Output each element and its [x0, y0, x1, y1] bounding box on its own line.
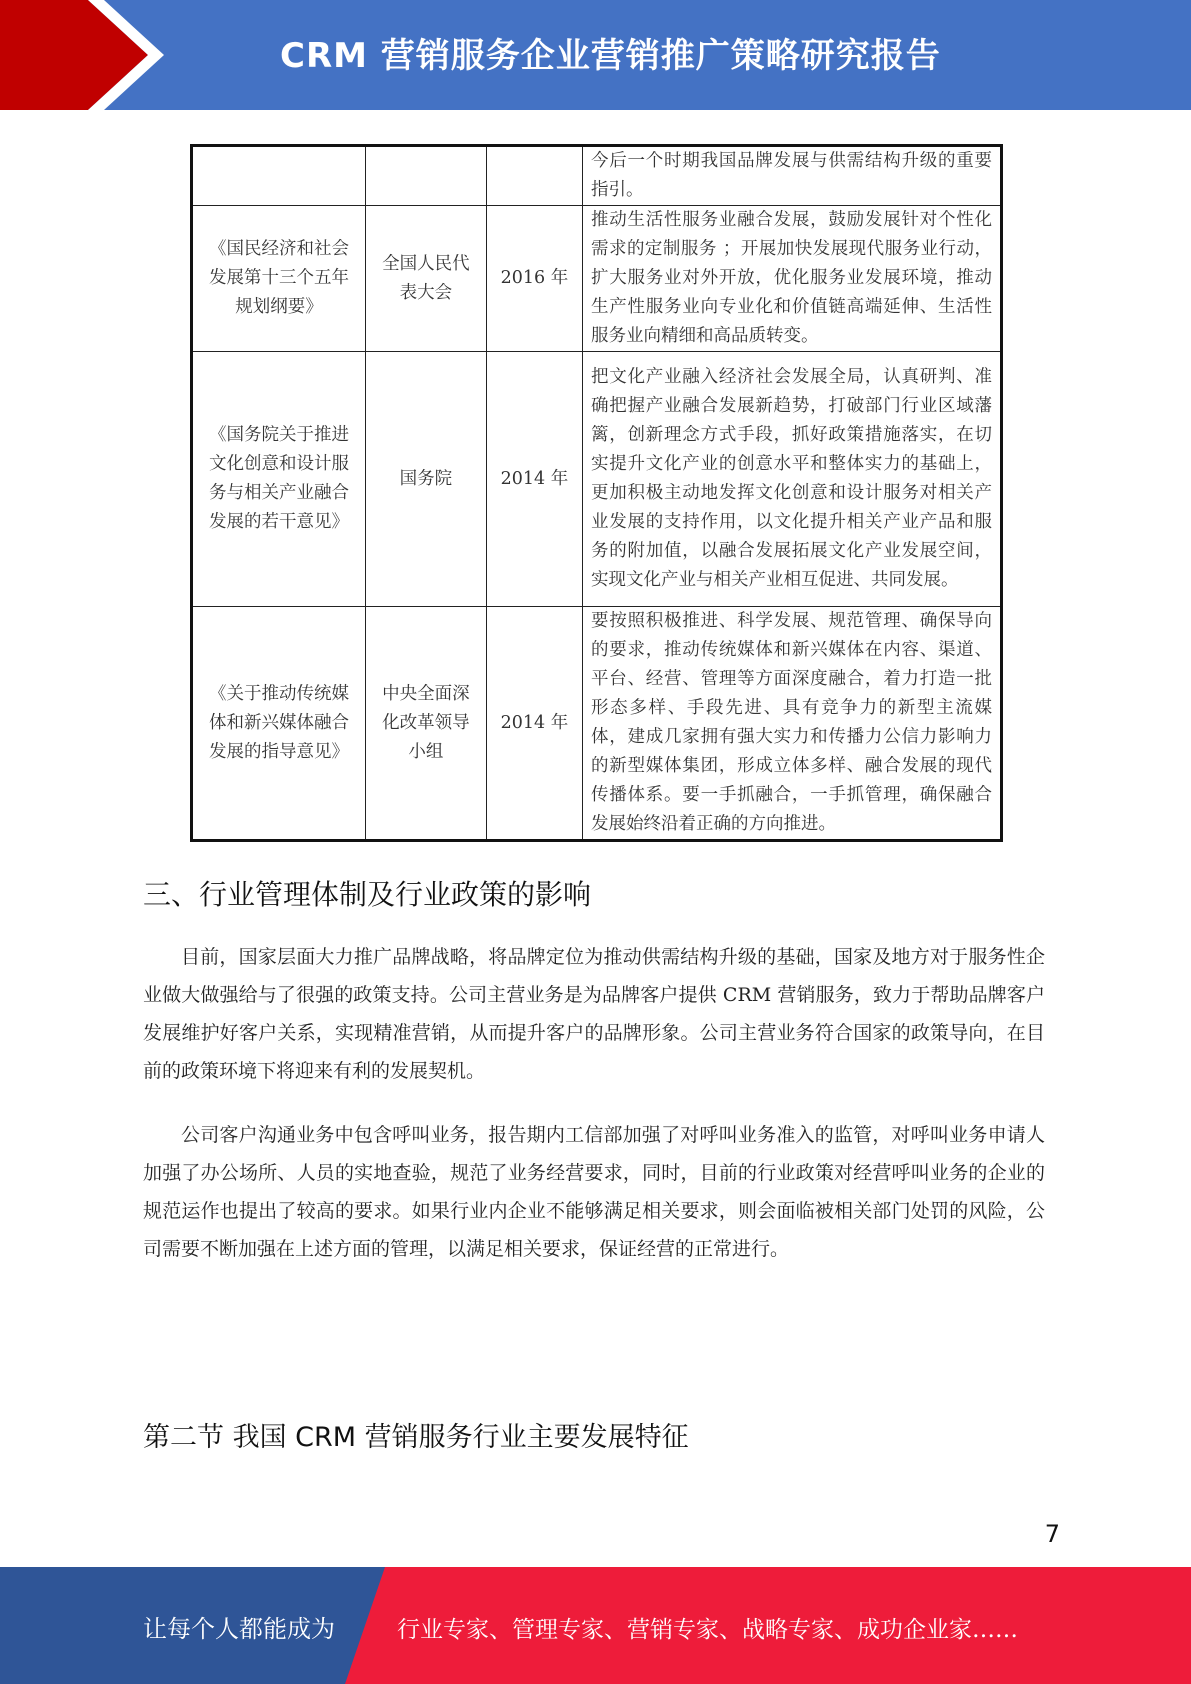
footer-slogan-right: 行业专家、管理专家、营销专家、战略专家、成功企业家……	[397, 1617, 1018, 1643]
page-footer	[0, 1567, 1191, 1684]
policy-content-cell: 要按照积极推进、科学发展、规范管理、确保导向的要求，推动传统媒体和新兴媒体在内容、渠道、平台、经营、管理等方面深度融合，着力打造一批形态多样、手段先进、具有竞争力的新型主流媒体，建成几家拥有强大实力和传播力公信力影响力的新型媒体集团，形成立体多样、融合发展的现代传播体系。要一手抓融合，一手抓管理，确保融合发展始终沿着正确的方向推进。	[583, 607, 1002, 841]
section-heading: 三、行业管理体制及行业政策的影响	[143, 878, 592, 911]
policy-table	[190, 144, 1003, 842]
policy-content-cell: 把文化产业融入经济社会发展全局，认真研判、准确把握产业融合发展新趋势，打破部门行业区域藩篱，创新理念方式手段，抓好政策措施落实，在切实提升文化产业的创意水平和整体实力的基础上，更加积极主动地发挥文化创意和设计服务对相关产业发展的支持作用，以文化提升相关产业产品和服务的附加值，以融合发展拓展文化产业发展空间，实现文化产业与相关产业相互促进、共同发展。	[583, 352, 1002, 607]
issuing-body-cell: 国务院	[366, 352, 487, 607]
report-title: CRM 营销服务企业营销推广策略研究报告	[280, 36, 941, 76]
body-paragraph: 目前，国家层面大力推广品牌战略，将品牌定位为推动供需结构升级的基础，国家及地方对于服务性企业做大做强给与了很强的政策支持。公司主营业务是为品牌客户提供 CRM 营销服务，致力于帮助品牌客户发展维护好客户关系，实现精准营销，从而提升客户的品牌形象。公司主营业务符合国家的政策导向，在目前的政策环境下将迎来有利的发展契机。	[143, 946, 1045, 1082]
policy-name-cell	[192, 146, 366, 206]
footer-slogan-left: 让每个人都能成为	[143, 1615, 335, 1643]
year-cell: 2014 年	[486, 607, 582, 841]
body-paragraph: 公司客户沟通业务中包含呼叫业务，报告期内工信部加强了对呼叫业务准入的监管，对呼叫业务申请人加强了办公场所、人员的实地查验，规范了业务经营要求，同时，目前的行业政策对经营呼叫业务的企业的规范运作也提出了较高的要求。如果行业内企业不能够满足相关要求，则会面临被相关部门处罚的风险，公司需要不断加强在上述方面的管理，以满足相关要求，保证经营的正常进行。	[143, 1124, 1045, 1260]
chapter-heading: 第二节 我国 CRM 营销服务行业主要发展特征	[143, 1422, 689, 1453]
year-cell: 2016 年	[486, 206, 582, 352]
page-number: 7	[1044, 1520, 1060, 1548]
policy-content-cell: 今后一个时期我国品牌发展与供需结构升级的重要指引。	[583, 146, 1002, 206]
year-cell: 2014 年	[486, 352, 582, 607]
policy-name-cell: 《国民经济和社会发展第十三个五年规划纲要》	[192, 206, 366, 352]
policy-name-cell: 《国务院关于推进文化创意和设计服务与相关产业融合发展的若干意见》	[192, 352, 366, 607]
policy-content-cell: 推动生活性服务业融合发展，鼓励发展针对个性化需求的定制服务 ；开展加快发展现代服务业行动，扩大服务业对外开放，优化服务业发展环境，推动生产性服务业向专业化和价值链高端延伸、生活性服务业向精细和高品质转变。	[583, 206, 1002, 352]
issuing-body-cell	[366, 146, 487, 206]
table-row	[192, 607, 1002, 841]
page-header	[0, 0, 1191, 110]
issuing-body-cell: 全国人民代表大会	[366, 206, 487, 352]
table-row	[192, 146, 1002, 206]
policy-name-cell: 《关于推动传统媒体和新兴媒体融合发展的指导意见》	[192, 607, 366, 841]
issuing-body-cell: 中央全面深化改革领导小组	[366, 607, 487, 841]
table-row	[192, 352, 1002, 607]
table-row	[192, 206, 1002, 352]
year-cell	[486, 146, 582, 206]
